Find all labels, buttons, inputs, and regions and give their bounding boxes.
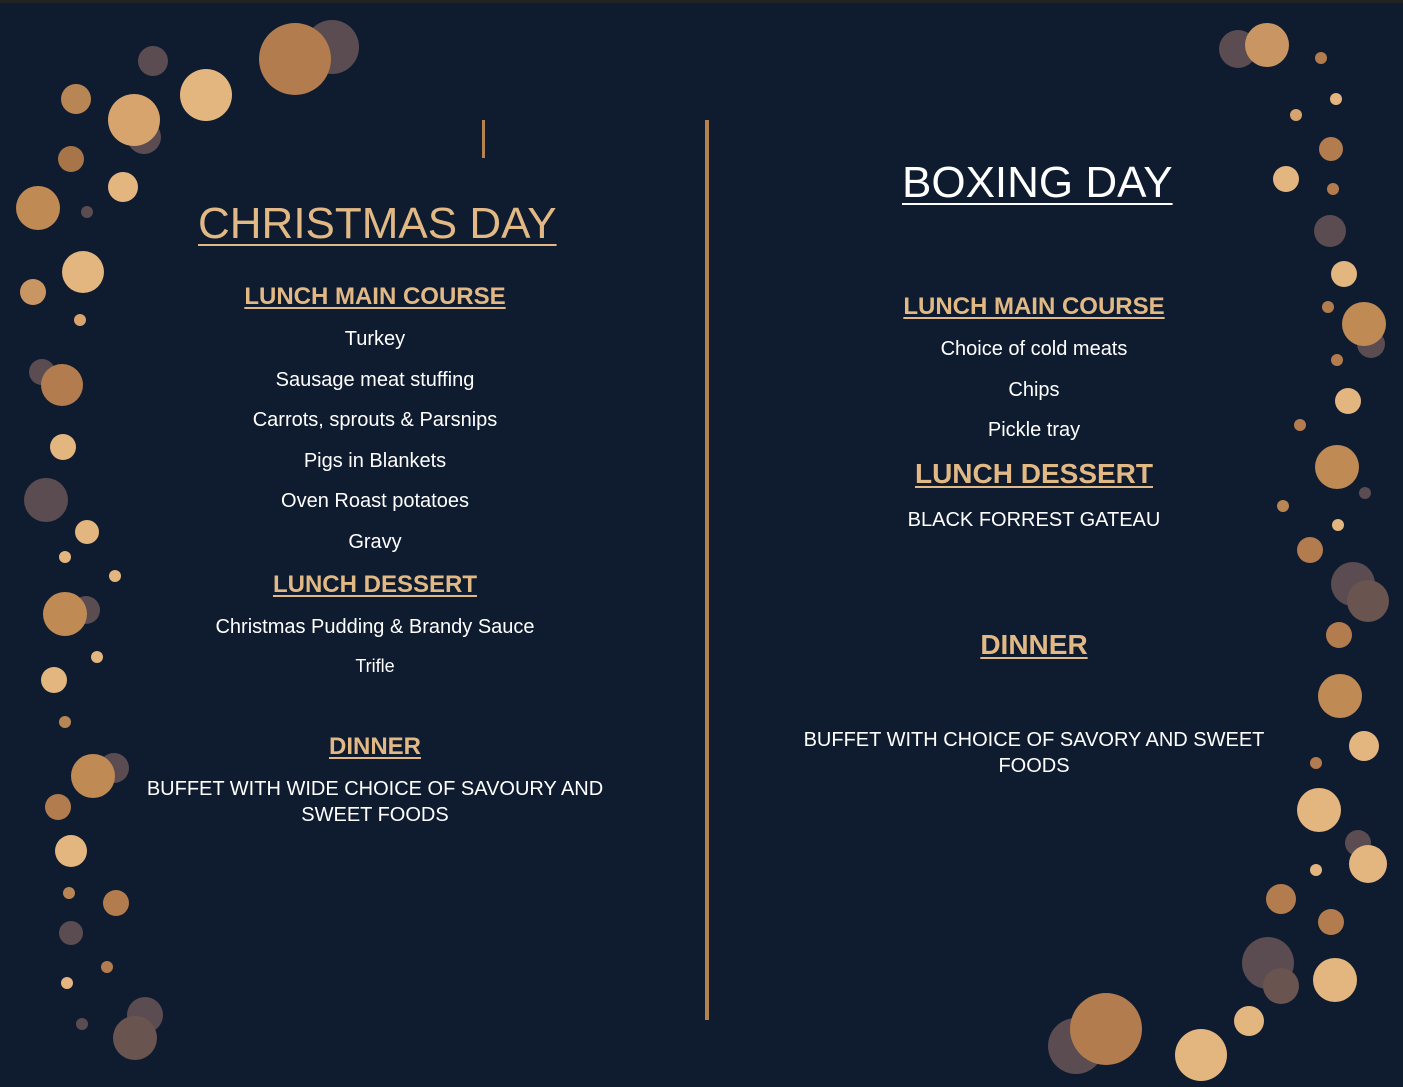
boxing-lunch-dessert-heading: LUNCH DESSERT — [914, 458, 1153, 489]
christmas-lunch-dessert-item: Christmas Pudding & Brandy Sauce — [215, 616, 535, 638]
christmas-day-title: CHRISTMAS DAY — [198, 199, 557, 248]
boxing-dinner-text: BUFFET WITH CHOICE OF SAVORY AND SWEET FOODS — [803, 729, 1265, 777]
christmas-lunch-dessert-heading: LUNCH DESSERT — [272, 571, 477, 598]
christmas-lunch-main-item: Turkey — [344, 328, 406, 350]
boxing-dinner-heading: DINNER — [980, 629, 1088, 660]
christmas-lunch-main-item: Oven Roast potatoes — [281, 490, 469, 512]
christmas-dinner-text: BUFFET WITH WIDE CHOICE OF SAVOURY AND SWEET FOODS — [146, 778, 604, 826]
boxing-lunch-main-item: Chips — [1008, 379, 1060, 401]
christmas-lunch-main-item: Sausage meat stuffing — [275, 369, 475, 391]
christmas-lunch-main-item: Gravy — [348, 531, 402, 553]
christmas-lunch-main-item: Carrots, sprouts & Parsnips — [252, 409, 498, 431]
boxing-lunch-main-item: Choice of cold meats — [940, 338, 1128, 360]
boxing-lunch-main-item: Pickle tray — [987, 419, 1081, 441]
christmas-dinner-heading: DINNER — [328, 733, 421, 760]
boxing-lunch-main-heading: LUNCH MAIN COURSE — [903, 293, 1165, 320]
christmas-lunch-main-heading: LUNCH MAIN COURSE — [244, 283, 506, 310]
christmas-lunch-dessert-item: Trifle — [355, 656, 395, 676]
title-tick-mark — [482, 120, 485, 158]
center-divider — [705, 120, 709, 1020]
christmas-lunch-main-item: Pigs in Blankets — [303, 450, 447, 472]
boxing-lunch-dessert-item: BLACK FORREST GATEAU — [907, 509, 1161, 531]
boxing-day-title: BOXING DAY — [902, 158, 1173, 207]
